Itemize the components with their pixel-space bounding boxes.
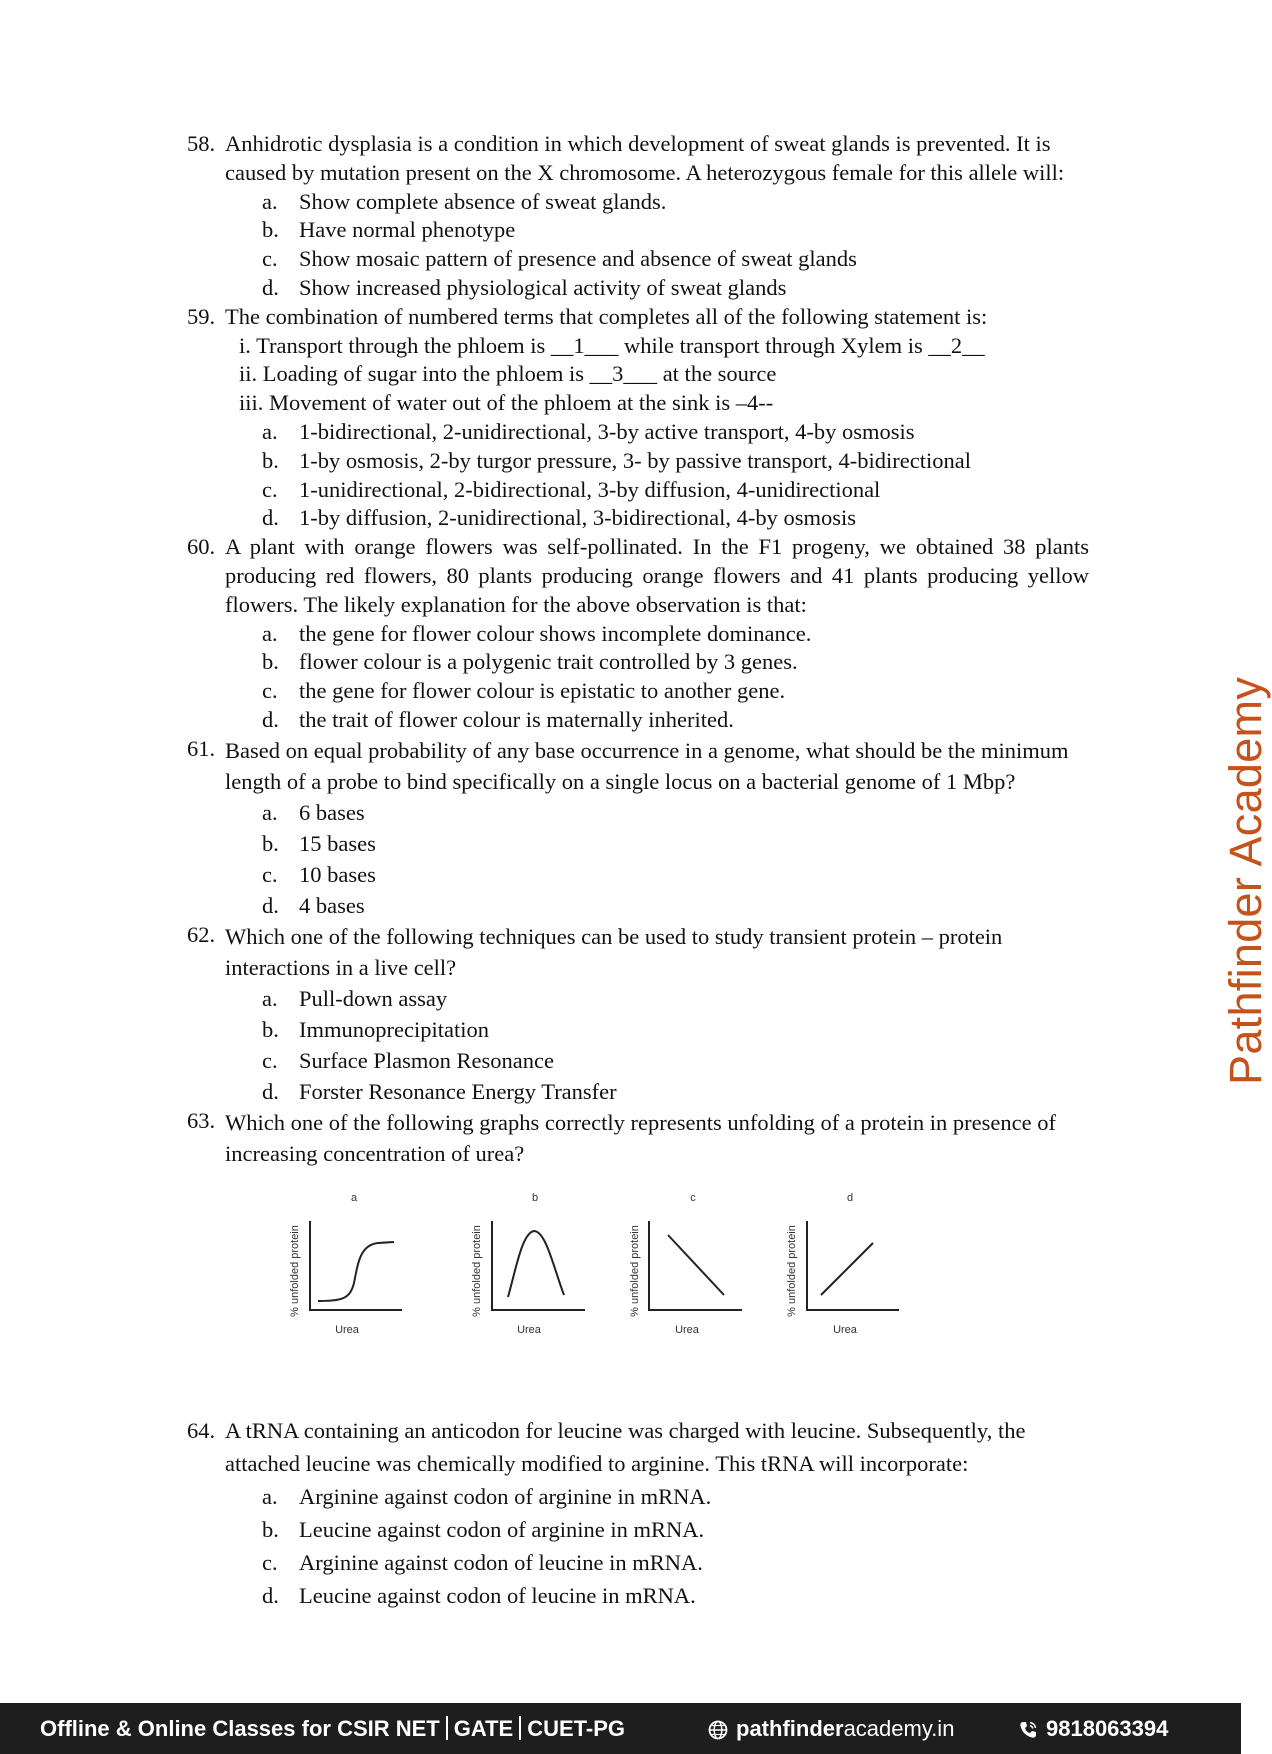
option-text: Arginine against codon of arginine in mRNA. xyxy=(299,1483,712,1509)
option-text: 15 bases xyxy=(299,830,376,856)
option-letter: c. xyxy=(262,1549,278,1575)
option-text: the gene for flower colour shows incomplete dominance. xyxy=(299,620,812,646)
question-number: 60. xyxy=(187,534,216,560)
graph-ylabel: % unfolded protein xyxy=(786,1224,798,1317)
question-text: Which one of the following graphs correctly represents unfolding of a protein in presence of increasing concentration of urea? xyxy=(225,1109,1056,1166)
option-list xyxy=(187,620,1089,735)
graph-ylabel: % unfolded protein xyxy=(471,1224,483,1317)
graph-title: d xyxy=(846,1191,854,1204)
footer-class-csir: Offline & Online Classes for CSIR NET xyxy=(40,1716,440,1741)
graph-ylabel: % unfolded protein xyxy=(629,1224,641,1317)
question-text: Which one of the following techniques can be used to study transient protein – protein interactions in a live cell? xyxy=(225,923,1003,980)
option-b xyxy=(187,648,1089,677)
option-d xyxy=(187,706,1089,735)
question-text: A plant with orange flowers was self-pollinated. In the F1 progeny, we obtained 38 plants producing red flowers, 80 plants producing orange flowers and 41 plants producing yellow flowers. The likely explanation for the above observation is that: xyxy=(225,534,1089,617)
option-letter: c. xyxy=(262,861,278,887)
option-letter: d. xyxy=(262,505,279,531)
option-letter: b. xyxy=(262,447,279,473)
option-a xyxy=(187,418,1089,447)
question-61 xyxy=(187,735,1089,921)
option-text: 4 bases xyxy=(299,892,365,918)
option-a xyxy=(187,797,1089,828)
question-number: 58. xyxy=(187,131,216,156)
graph-xlabel: Urea xyxy=(517,1323,541,1336)
option-a xyxy=(187,1480,1089,1513)
option-letter: b. xyxy=(262,217,279,243)
phone-icon xyxy=(1018,1720,1038,1740)
option-b xyxy=(187,828,1089,859)
option-d xyxy=(187,274,1089,303)
option-text: Arginine against codon of leucine in mRNA. xyxy=(299,1549,703,1575)
option-text: 1-bidirectional, 2-unidirectional, 3-by active transport, 4-by osmosis xyxy=(299,418,915,444)
option-text: Leucine against codon of arginine in mRNA. xyxy=(299,1516,705,1542)
footer-phone[interactable] xyxy=(1018,1716,1168,1742)
graph-title: b xyxy=(531,1191,539,1204)
graph-ylabel: % unfolded protein xyxy=(289,1224,301,1317)
question-text: The combination of numbered terms that completes all of the following statement is: xyxy=(225,303,988,329)
question-text: Anhidrotic dysplasia is a condition in which development of sweat glands is prevented. It is caused by mutation present on the X chromosome. A heterozygous female for this allele will: xyxy=(225,131,1065,185)
option-letter: c. xyxy=(262,678,278,704)
phone-number: 9818063394 xyxy=(1046,1716,1169,1741)
graph-a xyxy=(289,1192,402,1336)
option-text: Show complete absence of sweat glands. xyxy=(299,188,667,214)
option-d xyxy=(187,1076,1089,1107)
option-b xyxy=(187,447,1089,476)
option-letter: a. xyxy=(262,188,278,214)
watermark: Pathfinder Academy xyxy=(1220,676,1271,1085)
question-63 xyxy=(187,1107,1089,1414)
question-number: 63. xyxy=(187,1107,216,1133)
option-letter: a. xyxy=(262,985,278,1011)
option-text: 1-by osmosis, 2-by turgor pressure, 3- by passive transport, 4-bidirectional xyxy=(299,447,971,473)
globe-icon xyxy=(708,1720,728,1740)
option-letter: c. xyxy=(262,1047,278,1073)
statement-i: i. Transport through the phloem is __1___ while transport through Xylem is __2__ xyxy=(239,332,985,358)
option-d xyxy=(187,890,1089,921)
footer-class-gate: GATE xyxy=(453,1716,514,1741)
graph-title: c xyxy=(690,1191,696,1204)
graph-xlabel: Urea xyxy=(335,1323,359,1336)
statement-ii: ii. Loading of sugar into the phloem is __3___ at the source xyxy=(239,361,777,387)
option-a xyxy=(187,983,1089,1014)
question-number: 62. xyxy=(187,921,216,947)
question-59 xyxy=(187,303,1089,533)
option-letter: a. xyxy=(262,418,278,444)
option-letter: d. xyxy=(262,1582,279,1608)
option-text: Have normal phenotype xyxy=(299,217,516,243)
graph-c xyxy=(629,1192,742,1336)
option-text: Pull-down assay xyxy=(299,985,448,1011)
option-d xyxy=(187,504,1089,533)
graph-d xyxy=(786,1192,899,1336)
footer-bar xyxy=(0,1703,1241,1754)
option-letter: d. xyxy=(262,706,279,732)
option-letter: c. xyxy=(262,476,278,502)
footer-class-cuet: CUET-PG xyxy=(527,1716,626,1741)
divider xyxy=(519,1716,521,1740)
option-text: Leucine against codon of leucine in mRNA. xyxy=(299,1582,696,1608)
option-b xyxy=(187,1014,1089,1045)
footer-website-link[interactable] xyxy=(708,1716,954,1742)
option-letter: b. xyxy=(262,1016,279,1042)
option-c xyxy=(187,245,1089,274)
option-text: 1-by diffusion, 2-unidirectional, 3-bidirectional, 4-by osmosis xyxy=(299,505,856,531)
option-letter: d. xyxy=(262,1078,279,1104)
option-text: flower colour is a polygenic trait controlled by 3 genes. xyxy=(299,649,798,675)
question-number: 64. xyxy=(187,1417,216,1443)
option-letter: b. xyxy=(262,1516,279,1542)
option-letter: a. xyxy=(262,799,278,825)
option-text: Forster Resonance Energy Transfer xyxy=(299,1078,617,1104)
website-bold: pathfinder xyxy=(736,1716,844,1741)
option-b xyxy=(187,1513,1089,1546)
graph-panels xyxy=(282,1189,942,1339)
question-64 xyxy=(187,1414,1089,1612)
option-letter: a. xyxy=(262,1483,278,1509)
question-62 xyxy=(187,921,1089,1107)
option-letter: d. xyxy=(262,274,279,300)
option-text: 1-unidirectional, 2-bidirectional, 3-by diffusion, 4-unidirectional xyxy=(299,476,881,502)
option-text: 6 bases xyxy=(299,799,365,825)
question-text: Based on equal probability of any base occurrence in a genome, what should be the minimum length of a probe to bind specifically on a single locus on a bacterial genome of 1 Mbp? xyxy=(225,737,1069,794)
option-letter: d. xyxy=(262,892,279,918)
divider xyxy=(446,1716,448,1740)
option-c xyxy=(187,1546,1089,1579)
option-c xyxy=(187,677,1089,706)
option-text: Immunoprecipitation xyxy=(299,1016,489,1042)
option-list xyxy=(187,188,1089,303)
option-text: 10 bases xyxy=(299,861,376,887)
graph-xlabel: Urea xyxy=(833,1323,857,1336)
question-58 xyxy=(187,130,1089,303)
curve-sigmoid xyxy=(318,1242,394,1301)
option-letter: c. xyxy=(262,246,278,272)
option-letter: a. xyxy=(262,620,278,646)
option-a xyxy=(187,188,1089,217)
graph-title: a xyxy=(350,1191,358,1204)
footer-classes xyxy=(40,1716,625,1742)
option-list xyxy=(187,797,1089,921)
option-text: the gene for flower colour is epistatic to another gene. xyxy=(299,678,786,704)
question-text: A tRNA containing an anticodon for leucine was charged with leucine. Subsequently, the attached leucine was chemically modified to arginine. This tRNA will incorporate: xyxy=(225,1417,1026,1476)
option-c xyxy=(187,476,1089,505)
option-letter: b. xyxy=(262,830,279,856)
question-number: 61. xyxy=(187,735,216,761)
option-a xyxy=(187,620,1089,649)
option-d xyxy=(187,1579,1089,1612)
option-list xyxy=(187,418,1089,533)
curve-increasing xyxy=(821,1243,873,1295)
question-60 xyxy=(187,533,1089,735)
option-text: Show increased physiological activity of sweat glands xyxy=(299,274,787,300)
statement-iii: iii. Movement of water out of the phloem at the sink is –4-- xyxy=(239,390,774,416)
curve-decreasing xyxy=(668,1235,724,1295)
graph-b xyxy=(471,1192,585,1336)
website-light: academy.in xyxy=(843,1716,955,1741)
option-text: the trait of flower colour is maternally inherited. xyxy=(299,706,734,732)
option-list xyxy=(187,1480,1089,1612)
option-text: Show mosaic pattern of presence and absence of sweat glands xyxy=(299,246,857,272)
option-list xyxy=(187,983,1089,1107)
option-letter: b. xyxy=(262,649,279,675)
option-b xyxy=(187,216,1089,245)
option-text: Surface Plasmon Resonance xyxy=(299,1047,554,1073)
question-number: 59. xyxy=(187,303,216,329)
question-sheet xyxy=(187,130,1089,1612)
urea-graphs xyxy=(187,1169,1089,1414)
curve-bell xyxy=(508,1231,564,1297)
option-c xyxy=(187,1045,1089,1076)
option-c xyxy=(187,859,1089,890)
graph-xlabel: Urea xyxy=(675,1323,699,1336)
